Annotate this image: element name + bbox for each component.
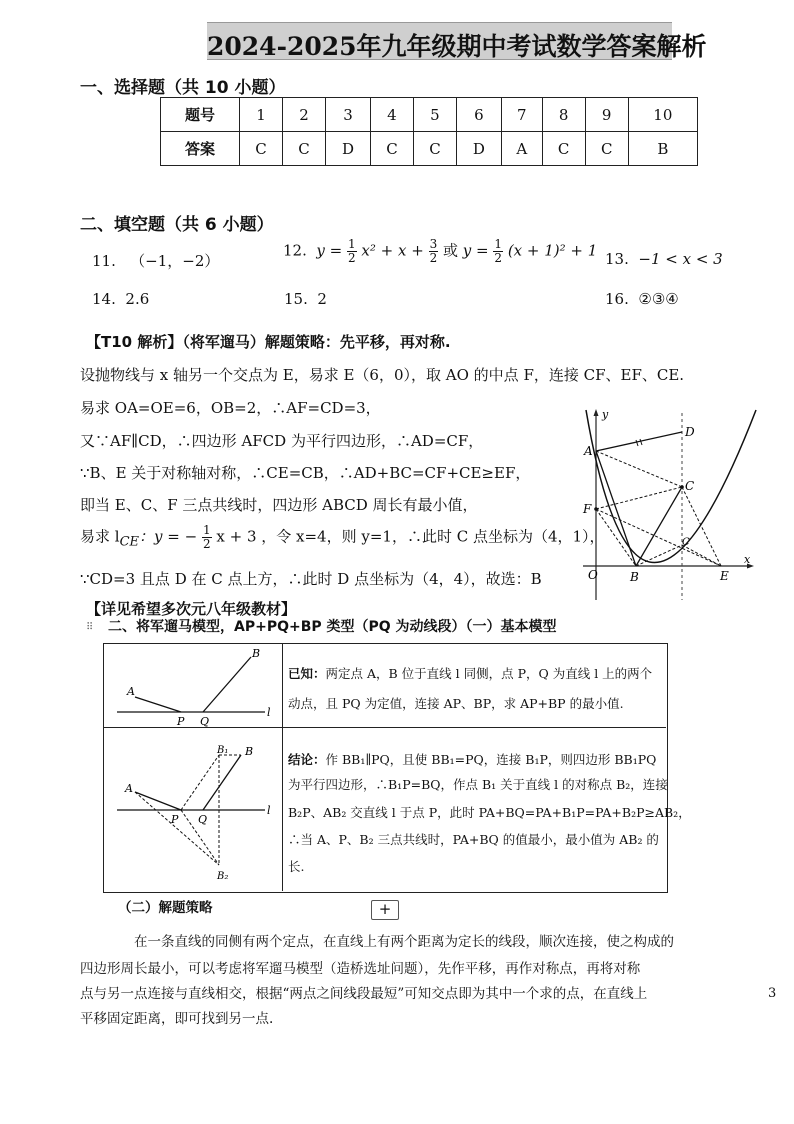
q12-y2: y = (462, 241, 489, 260)
table-cell: D (456, 132, 501, 166)
section2-heading: 二、填空题（共 6 小题） (80, 215, 274, 235)
q16-number: 16. (605, 290, 629, 308)
svg-text:B: B (245, 745, 254, 758)
point-f-label: F (583, 502, 592, 516)
table-cell: 3 (326, 98, 371, 132)
answer-table (160, 97, 698, 166)
q14-answer: 2.6 (125, 290, 150, 308)
svg-text:l: l (267, 804, 271, 817)
analysis-line: 即当 E、C、F 三点共线时，四边形 ABCD 周长有最小值， (80, 496, 478, 514)
q15-answer: 2 (317, 290, 327, 308)
q12-x2: x² + x + (361, 241, 424, 260)
table-cell: C (240, 132, 283, 166)
conclusion-line-2: 为平行四边形，∴B₁P=BQ，作点 B₁ 关于直线 l 的对称点 B₂，连接 (288, 777, 668, 792)
analysis-line: 又∵AF∥CD，∴四边形 AFCD 为平行四边形，∴AD=CF， (80, 432, 484, 450)
q16-answer: ②③④ (638, 290, 679, 308)
table-header-a: 答案 (161, 132, 240, 166)
conclusion-line-1: 结论：作 BB₁∥PQ，且使 BB₁=PQ，连接 B₁P，则四边形 BB₁PQ (288, 752, 657, 767)
analysis-line: 易求 OA=OE=6，OB=2，∴AF=CD=3， (80, 399, 381, 417)
table-cell: 7 (501, 98, 542, 132)
page-title: 2024-2025年九年级期中考试数学答案解析 (207, 32, 707, 61)
table-cell: 9 (585, 98, 628, 132)
table-cell: 6 (456, 98, 501, 132)
reference-note: 【详见希望多次元八年级教材】 (86, 600, 297, 618)
q13-answer: −1 < x < 3 (638, 250, 723, 268)
q12-y1: y = (316, 241, 343, 260)
section1-heading: 一、选择题（共 10 小题） (80, 78, 286, 98)
answer-12 (283, 238, 597, 265)
strategy-paragraph-line: 四边形周长最小，可以考虑将军遛马模型（造桥选址问题），先作平移，再作对称点，再将对称 (80, 961, 641, 977)
table-cell: D (326, 132, 371, 166)
analysis-line: ∵CD=3 且点 D 在 C 点上方，∴此时 D 点坐标为（4，4），故选：B (80, 570, 542, 588)
answer-13 (605, 250, 723, 268)
origin-label: O (588, 568, 598, 582)
svg-text:l: l (267, 706, 271, 719)
model-figure-basic (105, 645, 280, 727)
table-cell: C (283, 132, 326, 166)
point-d-label: D (685, 425, 695, 439)
known-line-2: 动点，且 PQ 为定值，连接 AP、BP，求 AP+BP 的最小值. (288, 696, 624, 711)
table-cell: C (585, 132, 628, 166)
answer-11 (92, 250, 219, 271)
table-cell: 4 (370, 98, 413, 132)
page-number: 3 (768, 986, 777, 1001)
analysis-line: ∵B、E 关于对称轴对称，∴CE=CB，∴AD+BC=CF+CE≥EF， (80, 464, 531, 482)
q12-frac1: $\frac{1}{2}$ (348, 237, 356, 265)
table-row (161, 98, 698, 132)
q12-or: 或 (443, 241, 459, 260)
model-box-divider-v (282, 643, 283, 891)
svg-text:B₂: B₂ (217, 871, 229, 882)
strategy-paragraph-line: 点与另一点连接与直线相交，根据“两点之间线段最短”可知交点即为其中一个求的点，在直线上 (80, 986, 648, 1002)
svg-text:Q: Q (200, 715, 210, 727)
parabola-figure (578, 405, 758, 605)
q14-number: 14. (92, 290, 116, 308)
table-cell: C (370, 132, 413, 166)
svg-text:P: P (177, 715, 185, 727)
q12-frac2: $\frac{3}{2}$ (429, 237, 438, 265)
table-cell: 2 (283, 98, 326, 132)
table-cell: 10 (628, 98, 697, 132)
svg-text:A: A (125, 782, 133, 795)
q12-frac3: $\frac{1}{2}$ (494, 237, 503, 265)
q15-number: 15. (284, 290, 308, 308)
q12-tail: (x + 1)² + 1 (507, 241, 598, 260)
answer-16 (605, 290, 679, 308)
model-heading: 二、将军遛马模型，AP+PQ+BP 类型（PQ 为动线段）（一）基本模型 (108, 619, 557, 635)
table-cell: B (628, 132, 697, 166)
table-cell: 8 (542, 98, 585, 132)
model-figure-conclusion (105, 729, 280, 889)
add-button[interactable]: + (371, 900, 399, 920)
analysis-heading: 【T10 解析】（将军遛马）解题策略：先平移，再对称. (86, 333, 451, 351)
line7-frac: $\frac{1}{2}$ (202, 523, 211, 551)
model-box-divider-h (103, 727, 666, 728)
strategy-paragraph-line: 平移固定距离，即可找到另一点. (80, 1011, 274, 1027)
svg-text:P: P (171, 813, 179, 826)
point-cmin-label: C (682, 537, 690, 548)
svg-text:B₁: B₁ (217, 745, 229, 756)
point-b-label: B (630, 570, 639, 584)
svg-text:A: A (127, 685, 135, 698)
svg-text:B: B (252, 647, 261, 660)
q13-number: 13. (605, 250, 629, 268)
known-line-1: 已知：两定点 A，B 位于直线 l 同侧，点 P，Q 为直线 l 上的两个 (288, 666, 653, 681)
title-banner (207, 22, 707, 61)
table-header-q: 题号 (161, 98, 240, 132)
table-cell: 5 (413, 98, 456, 132)
svg-text:Q: Q (198, 813, 208, 826)
answer-14 (92, 290, 149, 308)
point-a-label: A (584, 444, 593, 458)
table-cell: 1 (240, 98, 283, 132)
q11-answer: （−1，−2） (130, 252, 220, 270)
drag-handle-icon[interactable]: ⠿ (86, 622, 94, 633)
table-cell: A (501, 132, 542, 166)
q11-number: 11. (92, 252, 116, 270)
table-cell: C (542, 132, 585, 166)
axis-y-label: y (602, 408, 609, 421)
point-c-label: C (685, 479, 695, 493)
strategy-paragraph-line: 在一条直线的同侧有两个定点，在直线上有两个距离为定长的线段，顺次连接，使之构成的 (134, 934, 674, 950)
strategy-heading: （二）解题策略 (118, 900, 213, 916)
q12-number: 12. (283, 241, 307, 260)
conclusion-line-4: ∴当 A、P、B₂ 三点共线时，PA+BQ 的值最小，最小值为 AB₂ 的 (288, 832, 659, 847)
answer-15 (284, 290, 327, 308)
table-cell: C (413, 132, 456, 166)
analysis-line-equation: 易求 $l_{CE}$：y = − $\frac{1}{2}$ x + 3 ，令 x=4，则 y=1，∴此时 C 点坐标为（4，1）， (80, 523, 605, 551)
conclusion-line-3: B₂P、AB₂ 交直线 l 于点 P，此时 PA+BQ=PA+B₁P=PA+B₂P≥AB₂， (288, 805, 691, 820)
analysis-line: 设抛物线与 x 轴另一个交点为 E，易求 E（6，0），取 AO 的中点 F，连接 CF、EF、CE. (80, 366, 685, 384)
conclusion-line-5: 长. (288, 859, 305, 874)
point-e-label: E (720, 569, 729, 583)
table-row (161, 132, 698, 166)
axis-x-label: x (744, 553, 751, 566)
